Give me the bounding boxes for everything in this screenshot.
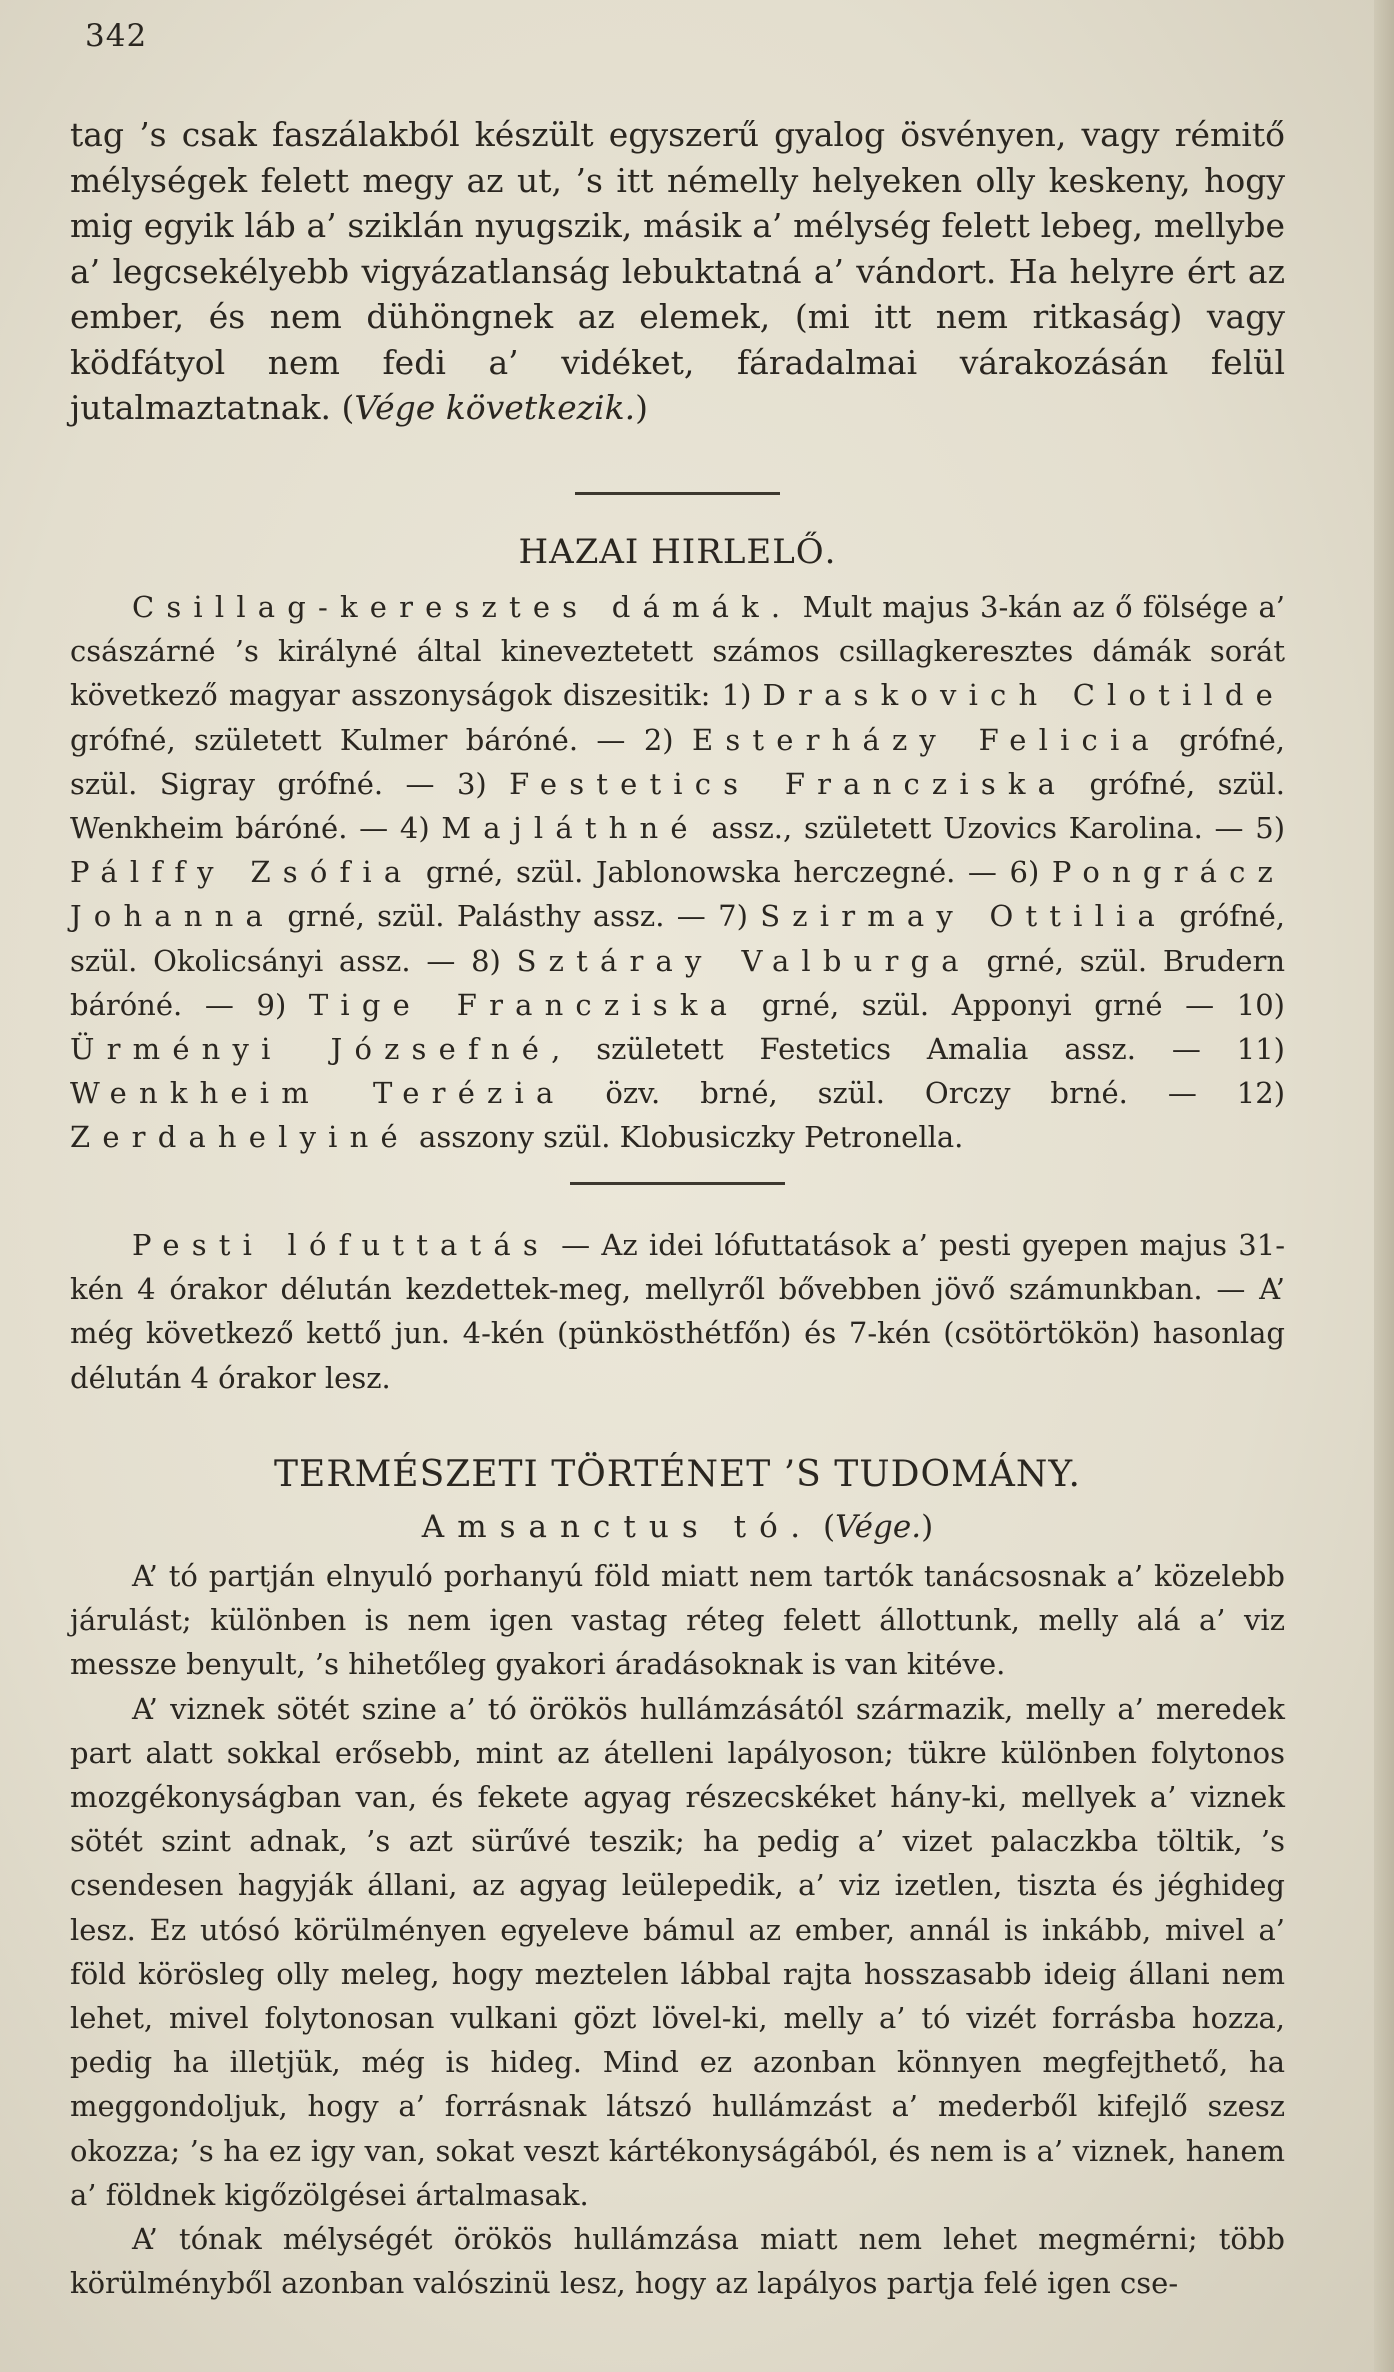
article-paragraph: A’ tónak mélységét örökös hullámzása miatt nem lehet megmérni; több körülményből azonban valószinü lesz, hogy az lapályos partja felé igen cse- (70, 2222, 1285, 2301)
hazai-text: grófné, született Kulmer báróné. — 2) (70, 722, 693, 757)
hazai-text: grné, szül. Brudern báróné. — 9) (70, 943, 1285, 1022)
hazai-text: grné, szül. Palásthy assz. — 7) (274, 899, 761, 934)
intro-section (70, 112, 1285, 431)
racing-text: — Az idei lófuttatások a’ pesti gyepen majus 31-kén 4 órakor délután kezdettek-meg, mellyről bővebben jövő számunkban. — A’ még következő kettő jun. 4-kén (pünkösthétfőn) és 7-kén (csötörtökön) hasonlag délután 4 órakor lesz. (70, 1228, 1285, 1395)
spaced-name: Szirmay Ottilia (760, 899, 1167, 934)
spaced-name: Csillag-keresztes dámák. (132, 590, 793, 624)
article-subheading: Amsanctus tó. (Vége.) (421, 1509, 934, 1545)
divider-rule (570, 1182, 785, 1185)
spaced-name: Esterházy Felicia (692, 722, 1161, 757)
spaced-name: Wenkheim Terézia (70, 1076, 566, 1111)
continuation-note: Vége következik. (354, 388, 636, 427)
intro-text: tag ’s csak faszálakból készült egyszerű gyalog ösvényen, vagy rémitő mélységek felett megy az ut, ’s itt némelly helyeken olly keskeny, hogy mig egyik láb a’ sziklán nyugszik, másik a’ mélység felett lebeg, mellybe a’ legcsekélyebb vigyázatlanság lebuktatná a’ vándort. Ha helyre ért az ember, és nem dühöngnek az elemek, (mi itt nem ritkaság) vagy ködfátyol nem fedi a’ vidéket, fáradalmai várakozásán felül jutalmaztatnak. (70, 115, 1285, 427)
divider-rule (575, 492, 780, 495)
spaced-name: Pongrácz Johanna (70, 855, 1285, 934)
spaced-name: Draskovich Clotilde (762, 678, 1285, 713)
spaced-name: Zerdahelyiné (70, 1120, 410, 1155)
page-number: 342 (85, 18, 148, 54)
intro-paragraph: tag ’s csak faszálakból készült egyszerű gyalog ösvényen, vagy rémitő mélységek felett megy az ut, ’s itt némelly helyeken olly keskeny, hogy mig egyik láb a’ sziklán nyugszik, másik a’ mélység felett lebeg, mellybe a’ legcsekélyebb vigyázatlanság lebuktatná a’ vándort. Ha helyre ért az ember, és nem dühöngnek az elemek, (mi itt nem ritkaság) vagy ködfátyol nem fedi a’ vidéket, fáradalmai várakozásán felül jutalmaztatnak. (Vége következik.) (70, 115, 1285, 427)
spaced-name: Majláthné (441, 811, 700, 846)
hazai-text: asszony szül. Klobusiczky Petronella. (409, 1120, 964, 1155)
spaced-name: Sztáray Valburga (516, 943, 971, 978)
hazai-text: , született Festetics Amalia assz. — 11) (551, 1032, 1285, 1067)
hazai-paragraph (70, 585, 1285, 1160)
article-name: Amsanctus tó. (421, 1509, 814, 1545)
hazai-text: grófné, szül. Wenkheim báróné. — 4) (70, 766, 1285, 846)
end-note: Vége. (835, 1509, 922, 1545)
hazai-text: assz., született Uzovics Karolina. — 5) (699, 811, 1286, 846)
hazai-text: grófné, szül. Sigray grófné. — 3) (70, 722, 1285, 801)
racing-lead: Pesti lófuttatás (132, 1228, 550, 1262)
termeszeti-section (70, 1554, 1285, 2305)
article-paragraph: A’ viznek sötét szine a’ tó örökös hullámzásától származik, melly a’ meredek part alatt sokkal erősebb, mint az átelleni lapályoson; tükre különben folytonos mozgékonyságban van, és fekete agyag részecskéket hány-ki, mellyek a’ viznek sötét szint adnak, ’s azt sürűvé teszik; ha pedig a’ vizet palaczkba töltik, ’s csendesen hagyják állani, az agyag leülepedik, a’ viz izetlen, tiszta és jéghideg lesz. Ez utósó körülményen egyeleve bámul az ember, annál is inkább, mivel a’ föld körösleg olly meleg, hogy meztelen lábbal rajta hosszasabb ideig állani nem lehet, mivel folytonosan vulkani gözt lövel-ki, melly a’ tó vizét forrásba hozza, pedig ha illetjük, még is hideg. Mind ez azonban könnyen megfejthető, ha meggondoljuk, hogy a’ forrásnak látszó hullámzást a’ mederből kifejlő szesz okozza; ’s ha ez igy van, sokat veszt kártékonyságából, és nem is a’ viznek, hanem a’ földnek kigőzölgései ártalmasak. (70, 1691, 1285, 2212)
racing-section (70, 1223, 1285, 1400)
hazai-text: Mult majus 3-kán az ő fölsége a’ császárné ’s királyné által kineveztetett számos csillagkeresztes dámák sorát következő magyar asszonyságok diszesitik: 1) (70, 590, 1285, 713)
spaced-name: Pálffy Zsófia (70, 855, 414, 890)
section-heading-termeszeti: TERMÉSZETI TÖRTÉNET ’S TUDOMÁNY. (274, 1454, 1081, 1495)
hazai-text: grófné, szül. Okolicsányi assz. — 8) (70, 899, 1285, 978)
spaced-name: Ürményi Józsefné (70, 1032, 552, 1067)
spaced-name: Festetics Francziska (509, 766, 1068, 801)
hazai-section (70, 585, 1285, 1160)
hazai-text: grné, szül. Apponyi grné — 10) (739, 987, 1285, 1022)
racing-paragraph (70, 1223, 1285, 1400)
hazai-text: özv. brné, szül. Orczy brné. — 12) (565, 1076, 1286, 1111)
article-paragraph: A’ tó partján elnyuló porhanyú föld miatt nem tartók tanácsosnak a’ közelebb járulást; különben is nem igen vastag réteg felett állottunk, melly alá a’ viz messze benyult, ’s hihetőleg gyakori áradásoknak is van kitéve. (70, 1559, 1285, 1682)
page-edge (1374, 0, 1394, 2372)
section-heading-hazai-hirlelo: HAZAI HIRLELŐ. (518, 532, 837, 572)
hazai-text: grné, szül. Jablonowska herczegné. — 6) (413, 855, 1052, 890)
spaced-name: Tige Francziska (308, 987, 740, 1022)
